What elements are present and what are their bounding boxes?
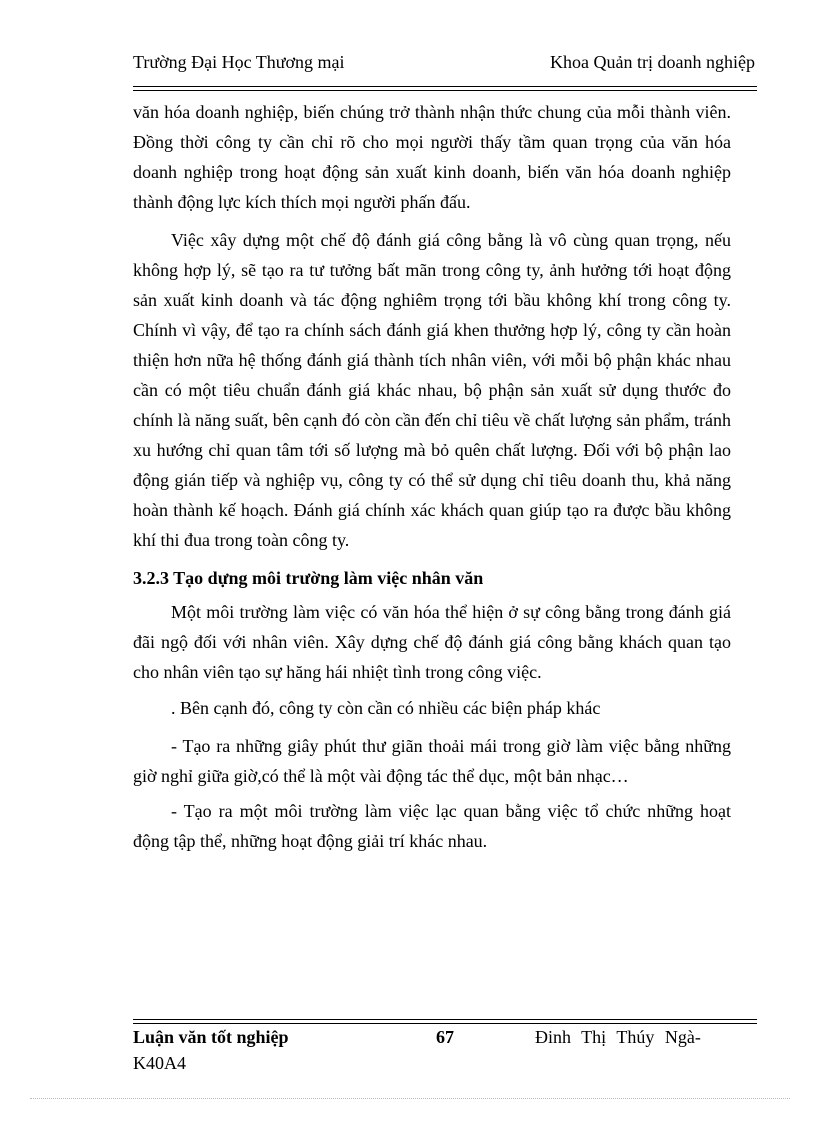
page-number: 67 — [436, 1027, 454, 1047]
paragraph-work-environment: Một môi trường làm việc có văn hóa thể hiện ở sự công bằng trong đánh giá đãi ngộ đối với nhân viên. Xây dựng chế độ đánh giá công bằng khách quan tạo cho nhân viên tạo sự hăng hái nhiệt tình trong công việc. — [133, 602, 731, 682]
page-header — [133, 52, 755, 78]
header-faculty: Khoa Quản trị doanh nghiệp — [550, 52, 755, 72]
bullet-relaxation: - Tạo ra những giây phút thư giãn thoải mái trong giờ làm việc bằng những giờ nghỉ giữa giờ,có thể là một vài động tác thể dục, một bản nhạc… — [133, 736, 731, 786]
page-bottom-border — [30, 1098, 790, 1099]
footer-class-code: K40A4 — [133, 1053, 186, 1073]
paragraph-evaluation: Việc xây dựng một chế độ đánh giá công bằng là vô cùng quan trọng, nếu không hợp lý, sẽ tạo ra tư tưởng bất mãn trong công ty, ảnh hưởng tới hoạt động sản xuất kinh doanh và tác động nghiêm trọng tới bầu không khí trong công ty. Chính vì vậy, để tạo ra chính sách đánh giá khen thưởng hợp lý, công ty cần hoàn thiện hơn nữa hệ thống đánh giá thành tích nhân viên, với mỗi bộ phận khác nhau cần có một tiêu chuẩn đánh giá khác nhau, bộ phận sản xuất sử dụng thước đo chính là năng suất, bên cạnh đó còn cần đến chỉ tiêu về chất lượng sản phẩm, tránh xu hướng chỉ quan tâm tới số lượng mà bỏ quên chất lượng. Đối với bộ phận lao động gián tiếp và nghiệp vụ, công ty có thể sử dụng chỉ tiêu doanh thu, khả năng hoàn thành kế hoạch. Đánh giá chính xác khách quan giúp tạo ra được bầu không khí thi đua trong toàn công ty. — [133, 230, 731, 550]
bullet-optimism: - Tạo ra một môi trường làm việc lạc quan bằng việc tổ chức những hoạt động tập thể, những hoạt động giải trí khác nhau. — [133, 801, 731, 851]
footer-thesis-label: Luận văn tốt nghiệp — [133, 1027, 289, 1047]
header-divider — [133, 86, 757, 91]
page-body — [133, 97, 731, 856]
header-university: Trường Đại Học Thương mại — [133, 52, 345, 72]
section-heading: 3.2.3 Tạo dựng môi trường làm việc nhân văn — [133, 568, 484, 588]
paragraph-other-measures: . Bên cạnh đó, công ty còn cần có nhiều các biện pháp khác — [171, 698, 601, 718]
paragraph-continuation: văn hóa doanh nghiệp, biến chúng trở thành nhận thức chung của mỗi thành viên. Đồng thời công ty cần chỉ rõ cho mọi người thấy tầm quan trọng của văn hóa doanh nghiệp trong hoạt động sản xuất kinh doanh, biến văn hóa doanh nghiệp thành động lực kích thích mọi người phấn đấu. — [133, 102, 731, 212]
footer-author: Đinh Thị Thúy Ngà- — [535, 1027, 701, 1047]
